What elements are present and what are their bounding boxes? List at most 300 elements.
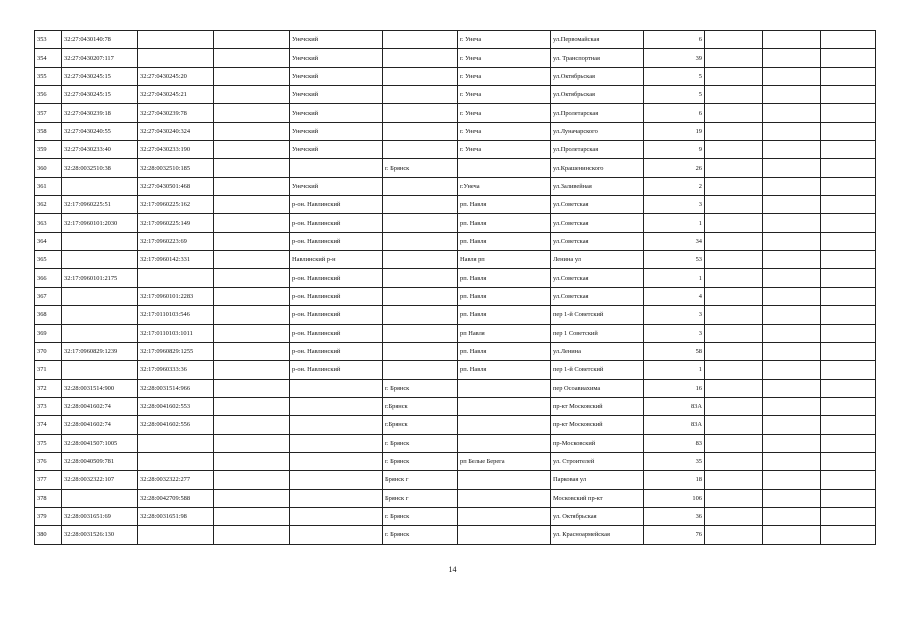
extra-cell	[763, 361, 821, 379]
row-number-cell: 369	[35, 324, 62, 342]
street-cell: ул.Советская	[551, 196, 644, 214]
extra-cell	[821, 31, 876, 49]
street-cell: ул. Транспортная	[551, 49, 644, 67]
extra-cell	[705, 416, 763, 434]
house-number-cell: 9	[644, 141, 705, 159]
empty-cell	[214, 31, 290, 49]
settlement-cell: рп Навля	[458, 324, 551, 342]
city-cell: г.Брянск	[383, 397, 458, 415]
related-cadastral-number-cell: 32:17:0960223:69	[138, 232, 214, 250]
row-number-cell: 373	[35, 397, 62, 415]
extra-cell	[705, 122, 763, 140]
table-row	[35, 196, 876, 214]
district-cell: Унечский	[290, 49, 383, 67]
city-cell	[383, 361, 458, 379]
cadastral-number-cell: 32:17:0960101:2175	[62, 269, 138, 287]
extra-cell	[821, 306, 876, 324]
cadastral-number-cell	[62, 251, 138, 269]
extra-cell	[705, 306, 763, 324]
district-cell: р-он. Навлинский	[290, 232, 383, 250]
empty-cell	[214, 49, 290, 67]
street-cell: ул.Ленина	[551, 342, 644, 360]
related-cadastral-number-cell: 32:28:0031514:966	[138, 379, 214, 397]
row-number-cell: 376	[35, 452, 62, 470]
cadastral-number-cell: 32:27:0430233:40	[62, 141, 138, 159]
house-number-cell: 4	[644, 287, 705, 305]
extra-cell	[763, 452, 821, 470]
empty-cell	[214, 287, 290, 305]
street-cell: ул.Октябрьская	[551, 67, 644, 85]
extra-cell	[821, 214, 876, 232]
settlement-cell: рп. Навля	[458, 287, 551, 305]
empty-cell	[214, 324, 290, 342]
cadastral-number-cell: 32:27:0430207:117	[62, 49, 138, 67]
extra-cell	[763, 232, 821, 250]
extra-cell	[763, 342, 821, 360]
house-number-cell: 3	[644, 324, 705, 342]
house-number-cell: 2	[644, 177, 705, 195]
city-cell	[383, 67, 458, 85]
extra-cell	[763, 86, 821, 104]
extra-cell	[821, 361, 876, 379]
settlement-cell: рп. Навля	[458, 196, 551, 214]
settlement-cell: г. Унеча	[458, 122, 551, 140]
district-cell	[290, 434, 383, 452]
house-number-cell: 6	[644, 104, 705, 122]
cadastral-number-cell	[62, 324, 138, 342]
settlement-cell: г. Унеча	[458, 141, 551, 159]
house-number-cell: 3	[644, 306, 705, 324]
extra-cell	[705, 452, 763, 470]
house-number-cell: 5	[644, 86, 705, 104]
extra-cell	[821, 507, 876, 525]
extra-cell	[763, 526, 821, 544]
table-row	[35, 306, 876, 324]
extra-cell	[705, 379, 763, 397]
row-number-cell: 358	[35, 122, 62, 140]
empty-cell	[214, 507, 290, 525]
row-number-cell: 356	[35, 86, 62, 104]
street-cell: ул. Красноармейская	[551, 526, 644, 544]
district-cell: р-он. Навлинский	[290, 269, 383, 287]
extra-cell	[821, 49, 876, 67]
district-cell	[290, 379, 383, 397]
extra-cell	[705, 269, 763, 287]
street-cell: ул.Советская	[551, 287, 644, 305]
cadastral-number-cell: 32:28:0032322:107	[62, 471, 138, 489]
house-number-cell: 18	[644, 471, 705, 489]
house-number-cell: 83А	[644, 397, 705, 415]
table-row	[35, 379, 876, 397]
house-number-cell: 26	[644, 159, 705, 177]
cadastral-number-cell: 32:27:0430240:55	[62, 122, 138, 140]
street-cell: ул.Октябрьская	[551, 86, 644, 104]
district-cell	[290, 471, 383, 489]
extra-cell	[821, 379, 876, 397]
house-number-cell: 106	[644, 489, 705, 507]
extra-cell	[705, 507, 763, 525]
extra-cell	[705, 526, 763, 544]
extra-cell	[763, 507, 821, 525]
row-number-cell: 378	[35, 489, 62, 507]
settlement-cell: рп. Навля	[458, 306, 551, 324]
extra-cell	[821, 452, 876, 470]
street-cell: пр-кт Московский	[551, 416, 644, 434]
empty-cell	[214, 177, 290, 195]
table-row	[35, 177, 876, 195]
city-cell	[383, 269, 458, 287]
district-cell	[290, 159, 383, 177]
table-row	[35, 214, 876, 232]
city-cell	[383, 306, 458, 324]
extra-cell	[763, 397, 821, 415]
related-cadastral-number-cell: 32:17:0960333:36	[138, 361, 214, 379]
street-cell: Парковая ул	[551, 471, 644, 489]
house-number-cell: 58	[644, 342, 705, 360]
cadastral-number-cell: 32:27:0430245:15	[62, 86, 138, 104]
extra-cell	[763, 67, 821, 85]
settlement-cell	[458, 434, 551, 452]
table-row	[35, 104, 876, 122]
cadastral-number-cell: 32:28:0031526:130	[62, 526, 138, 544]
city-cell	[383, 49, 458, 67]
city-cell: Брянск г	[383, 489, 458, 507]
extra-cell	[763, 104, 821, 122]
settlement-cell: г. Унеча	[458, 86, 551, 104]
empty-cell	[214, 471, 290, 489]
extra-cell	[705, 434, 763, 452]
district-cell	[290, 507, 383, 525]
row-number-cell: 355	[35, 67, 62, 85]
district-cell: Унечский	[290, 104, 383, 122]
street-cell: Ленина ул	[551, 251, 644, 269]
house-number-cell: 5	[644, 67, 705, 85]
city-cell: г. Брянск	[383, 379, 458, 397]
table-row	[35, 232, 876, 250]
extra-cell	[821, 67, 876, 85]
table-row	[35, 67, 876, 85]
cadastral-number-cell: 32:28:0031651:69	[62, 507, 138, 525]
extra-cell	[821, 159, 876, 177]
page-number: 14	[448, 565, 457, 574]
empty-cell	[214, 452, 290, 470]
city-cell	[383, 287, 458, 305]
table-row	[35, 49, 876, 67]
extra-cell	[705, 177, 763, 195]
extra-cell	[705, 489, 763, 507]
empty-cell	[214, 122, 290, 140]
row-number-cell: 368	[35, 306, 62, 324]
city-cell	[383, 86, 458, 104]
extra-cell	[821, 251, 876, 269]
house-number-cell: 39	[644, 49, 705, 67]
extra-cell	[763, 214, 821, 232]
street-cell: пер Осоавиахима	[551, 379, 644, 397]
empty-cell	[214, 526, 290, 544]
city-cell: Брянск г	[383, 471, 458, 489]
extra-cell	[705, 471, 763, 489]
cadastral-number-cell	[62, 361, 138, 379]
house-number-cell: 83	[644, 434, 705, 452]
related-cadastral-number-cell: 32:27:0430245:20	[138, 67, 214, 85]
table-row	[35, 122, 876, 140]
related-cadastral-number-cell: 32:17:0110103:1011	[138, 324, 214, 342]
street-cell: пр-кт Московский	[551, 397, 644, 415]
extra-cell	[821, 196, 876, 214]
extra-cell	[705, 397, 763, 415]
empty-cell	[214, 251, 290, 269]
extra-cell	[705, 342, 763, 360]
street-cell: ул.Первомайская	[551, 31, 644, 49]
city-cell	[383, 141, 458, 159]
row-number-cell: 359	[35, 141, 62, 159]
related-cadastral-number-cell	[138, 434, 214, 452]
cadastral-number-cell: 32:28:0040509:781	[62, 452, 138, 470]
cadastral-number-cell: 32:27:0430245:15	[62, 67, 138, 85]
row-number-cell: 370	[35, 342, 62, 360]
related-cadastral-number-cell: 32:27:0430233:190	[138, 141, 214, 159]
cadastral-number-cell: 32:28:0031514:900	[62, 379, 138, 397]
city-cell	[383, 31, 458, 49]
related-cadastral-number-cell: 32:17:0960142:331	[138, 251, 214, 269]
house-number-cell: 83А	[644, 416, 705, 434]
related-cadastral-number-cell: 32:17:0960101:2283	[138, 287, 214, 305]
street-cell: ул.Советская	[551, 269, 644, 287]
cadastral-number-cell: 32:17:0960829:1239	[62, 342, 138, 360]
settlement-cell: г. Унеча	[458, 31, 551, 49]
settlement-cell: рп. Навля	[458, 232, 551, 250]
city-cell	[383, 122, 458, 140]
extra-cell	[821, 232, 876, 250]
extra-cell	[821, 471, 876, 489]
settlement-cell: рп. Навля	[458, 269, 551, 287]
extra-cell	[821, 526, 876, 544]
extra-cell	[763, 489, 821, 507]
city-cell	[383, 196, 458, 214]
settlement-cell: рп. Навля	[458, 361, 551, 379]
row-number-cell: 361	[35, 177, 62, 195]
extra-cell	[821, 489, 876, 507]
extra-cell	[821, 177, 876, 195]
district-cell	[290, 489, 383, 507]
extra-cell	[821, 416, 876, 434]
settlement-cell	[458, 526, 551, 544]
row-number-cell: 375	[35, 434, 62, 452]
district-cell: Навлинский р-н	[290, 251, 383, 269]
district-cell: р-он. Навлинский	[290, 342, 383, 360]
extra-cell	[763, 287, 821, 305]
settlement-cell	[458, 397, 551, 415]
empty-cell	[214, 342, 290, 360]
house-number-cell: 3	[644, 196, 705, 214]
settlement-cell: Навля рп	[458, 251, 551, 269]
cadastral-number-cell	[62, 306, 138, 324]
extra-cell	[763, 324, 821, 342]
empty-cell	[214, 306, 290, 324]
house-number-cell: 35	[644, 452, 705, 470]
empty-cell	[214, 141, 290, 159]
cadastral-number-cell: 32:28:0041507:1005	[62, 434, 138, 452]
city-cell	[383, 177, 458, 195]
row-number-cell: 367	[35, 287, 62, 305]
row-number-cell: 379	[35, 507, 62, 525]
row-number-cell: 380	[35, 526, 62, 544]
district-cell: р-он. Навлинский	[290, 214, 383, 232]
settlement-cell	[458, 416, 551, 434]
settlement-cell	[458, 489, 551, 507]
city-cell	[383, 104, 458, 122]
related-cadastral-number-cell: 32:17:0960225:162	[138, 196, 214, 214]
extra-cell	[821, 342, 876, 360]
settlement-cell: г. Унеча	[458, 67, 551, 85]
table-row	[35, 452, 876, 470]
related-cadastral-number-cell	[138, 49, 214, 67]
empty-cell	[214, 67, 290, 85]
city-cell	[383, 324, 458, 342]
empty-cell	[214, 104, 290, 122]
city-cell: г. Брянск	[383, 526, 458, 544]
related-cadastral-number-cell	[138, 269, 214, 287]
table-row	[35, 159, 876, 177]
cadastral-number-cell: 32:27:0430239:18	[62, 104, 138, 122]
related-cadastral-number-cell: 32:28:0041602:553	[138, 397, 214, 415]
extra-cell	[705, 86, 763, 104]
district-cell	[290, 416, 383, 434]
empty-cell	[214, 159, 290, 177]
city-cell	[383, 232, 458, 250]
street-cell: ул.Крашенинского	[551, 159, 644, 177]
street-cell: ул.Пролетарская	[551, 141, 644, 159]
street-cell: ул.Советская	[551, 232, 644, 250]
related-cadastral-number-cell: 32:17:0960225:149	[138, 214, 214, 232]
row-number-cell: 365	[35, 251, 62, 269]
property-registry-table	[34, 30, 876, 545]
cadastral-number-cell: 32:28:0032510:38	[62, 159, 138, 177]
related-cadastral-number-cell	[138, 31, 214, 49]
row-number-cell: 366	[35, 269, 62, 287]
table-row	[35, 397, 876, 415]
extra-cell	[763, 196, 821, 214]
district-cell: р-он. Навлинский	[290, 306, 383, 324]
street-cell: ул. Октябрьская	[551, 507, 644, 525]
related-cadastral-number-cell: 32:28:0041602:556	[138, 416, 214, 434]
extra-cell	[705, 251, 763, 269]
city-cell	[383, 214, 458, 232]
extra-cell	[821, 287, 876, 305]
extra-cell	[705, 324, 763, 342]
extra-cell	[763, 159, 821, 177]
house-number-cell: 76	[644, 526, 705, 544]
extra-cell	[705, 214, 763, 232]
row-number-cell: 357	[35, 104, 62, 122]
settlement-cell: рп. Навля	[458, 214, 551, 232]
empty-cell	[214, 361, 290, 379]
cadastral-number-cell: 32:17:0960101:2030	[62, 214, 138, 232]
extra-cell	[763, 434, 821, 452]
extra-cell	[821, 104, 876, 122]
city-cell	[383, 251, 458, 269]
street-cell: Московский пр-кт	[551, 489, 644, 507]
extra-cell	[821, 141, 876, 159]
cadastral-number-cell: 32:28:0041602:74	[62, 397, 138, 415]
extra-cell	[821, 122, 876, 140]
district-cell: р-он. Навлинский	[290, 324, 383, 342]
street-cell: пер 1-й Советский	[551, 361, 644, 379]
district-cell: р-он. Навлинский	[290, 361, 383, 379]
extra-cell	[763, 416, 821, 434]
house-number-cell: 1	[644, 269, 705, 287]
table-body	[35, 31, 876, 545]
row-number-cell: 372	[35, 379, 62, 397]
row-number-cell: 360	[35, 159, 62, 177]
cadastral-number-cell: 32:28:0041602:74	[62, 416, 138, 434]
extra-cell	[763, 177, 821, 195]
street-cell: ул.Заливейная	[551, 177, 644, 195]
settlement-cell	[458, 379, 551, 397]
row-number-cell: 362	[35, 196, 62, 214]
row-number-cell: 363	[35, 214, 62, 232]
table-row	[35, 86, 876, 104]
table-row	[35, 416, 876, 434]
district-cell: Унечский	[290, 141, 383, 159]
table-row	[35, 489, 876, 507]
extra-cell	[763, 269, 821, 287]
street-cell: ул.Пролетарская	[551, 104, 644, 122]
related-cadastral-number-cell	[138, 452, 214, 470]
extra-cell	[821, 434, 876, 452]
extra-cell	[763, 379, 821, 397]
extra-cell	[763, 122, 821, 140]
district-cell	[290, 526, 383, 544]
extra-cell	[763, 49, 821, 67]
extra-cell	[705, 232, 763, 250]
cadastral-number-cell: 32:17:0960225:51	[62, 196, 138, 214]
related-cadastral-number-cell: 32:27:0430501:468	[138, 177, 214, 195]
district-cell: Унечский	[290, 122, 383, 140]
row-number-cell: 374	[35, 416, 62, 434]
cadastral-number-cell: 32:27:0430140:78	[62, 31, 138, 49]
empty-cell	[214, 397, 290, 415]
district-cell: Унечский	[290, 31, 383, 49]
house-number-cell: 53	[644, 251, 705, 269]
row-number-cell: 364	[35, 232, 62, 250]
extra-cell	[763, 141, 821, 159]
cadastral-number-cell	[62, 232, 138, 250]
district-cell: Унечский	[290, 86, 383, 104]
extra-cell	[821, 324, 876, 342]
extra-cell	[705, 104, 763, 122]
row-number-cell: 377	[35, 471, 62, 489]
house-number-cell: 6	[644, 31, 705, 49]
settlement-cell: рп Белые Берега	[458, 452, 551, 470]
related-cadastral-number-cell: 32:27:0430240:324	[138, 122, 214, 140]
street-cell: пер 1-й Советский	[551, 306, 644, 324]
district-cell: Унечский	[290, 177, 383, 195]
settlement-cell	[458, 159, 551, 177]
table-row	[35, 269, 876, 287]
related-cadastral-number-cell	[138, 526, 214, 544]
empty-cell	[214, 379, 290, 397]
district-cell: Унечский	[290, 67, 383, 85]
related-cadastral-number-cell: 32:28:0032322:277	[138, 471, 214, 489]
related-cadastral-number-cell: 32:27:0430245:21	[138, 86, 214, 104]
empty-cell	[214, 434, 290, 452]
related-cadastral-number-cell: 32:28:0031651:98	[138, 507, 214, 525]
table-row	[35, 526, 876, 544]
empty-cell	[214, 489, 290, 507]
street-cell: ул.Луначарского	[551, 122, 644, 140]
settlement-cell: г.Унеча	[458, 177, 551, 195]
